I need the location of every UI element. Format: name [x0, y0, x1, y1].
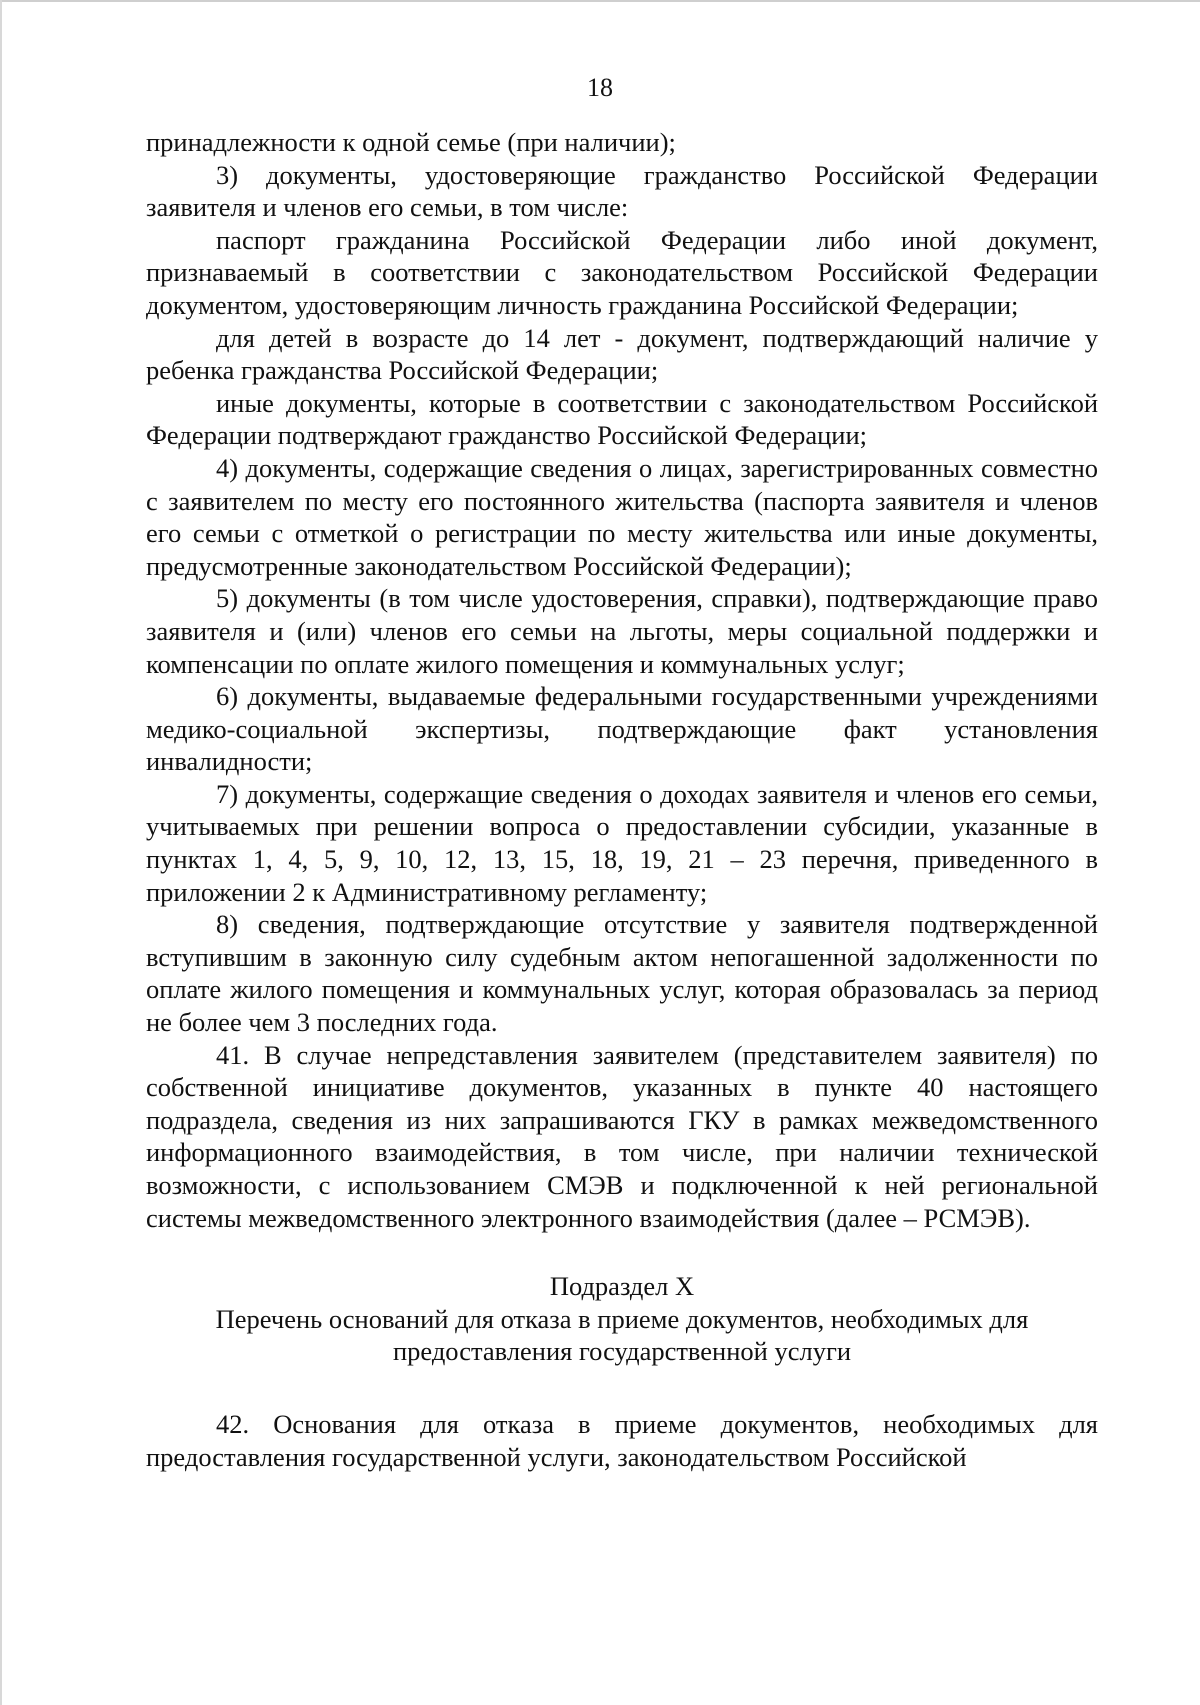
paragraph-item-4: 4) документы, содержащие сведения о лицах, зарегистрированных совместно с заявителем по месту его постоянного жительства (паспорта заявителя и членов его семьи с отметкой о регистрации по месту жительства или иные документы, предусмотренные законодательством Российской Федерации); — [146, 452, 1098, 581]
section-label: Подраздел X — [549, 1271, 695, 1302]
section-title: Перечень оснований для отказа в приеме документов, необходимых для предоставления государственной услуги — [215, 1303, 1029, 1367]
paragraph-children-document: для детей в возрасте до 14 лет - документ, подтверждающий наличие у ребенка гражданства Российской Федерации; — [146, 322, 1098, 386]
paragraph-item-5: 5) документы (в том числе удостоверения, справки), подтверждающие право заявителя и (или) членов его семьи на льготы, меры социальной поддержки и компенсации по оплате жилого помещения и коммунальных услуг; — [146, 583, 1098, 679]
scan-edge-left — [0, 0, 2, 1705]
paragraph-continuation: принадлежности к одной семье (при наличии); — [146, 127, 676, 157]
paragraph-42: 42. Основания для отказа в приеме документов, необходимых для предоставления государственной услуги, законодательством Российской — [146, 1408, 1098, 1472]
paragraph-passport: паспорт гражданина Российской Федерации либо иной документ, признаваемый в соответствии с законодательством Российской Федерации документом, удостоверяющим личность гражданина Российской Федерации; — [146, 224, 1098, 320]
paragraph-other-documents: иные документы, которые в соответствии с законодательством Российской Федерации подтверждают гражданство Российской Федерации; — [146, 387, 1098, 451]
paragraph-41: 41. В случае непредставления заявителем (представителем заявителя) по собственной инициативе документов, указанных в пункте 40 настоящего подраздела, сведения из них запрашиваются ГКУ в рамках межведомственного информационного взаимодействия, в том числе, при наличии технической возможности, с использованием СМЭВ и подключенной к ней региональной системы межведомственного электронного взаимодействия (далее – РСМЭВ). — [146, 1039, 1098, 1233]
paragraph-item-8: 8) сведения, подтверждающие отсутствие у заявителя подтвержденной вступившим в законную силу судебным актом непогашенной задолженности по оплате жилого помещения и коммунальных услуг, которая образовалась за период не более чем 3 последних года. — [146, 909, 1098, 1038]
paragraph-item-7: 7) документы, содержащие сведения о доходах заявителя и членов его семьи, учитываемых при решении вопроса о предоставлении субсидии, указанные в пунктах 1, 4, 5, 9, 10, 12, 13, 15, 18, 19, 21 – 23 перечня, приведенного в приложении 2 к Административному регламенту; — [146, 778, 1098, 907]
scan-edge-top — [0, 0, 1200, 2]
page-number: 18 — [587, 73, 613, 102]
paragraph-item-3: 3) документы, удостоверяющие гражданство Российской Федерации заявителя и членов его семьи, в том числе: — [146, 159, 1098, 223]
document-body — [146, 126, 1098, 1473]
heading-spacer — [146, 1368, 1098, 1408]
paragraph-item-6: 6) документы, выдаваемые федеральными государственными учреждениями медико-социальной экспертизы, подтверждающие факт установления инвалидности; — [146, 681, 1098, 777]
